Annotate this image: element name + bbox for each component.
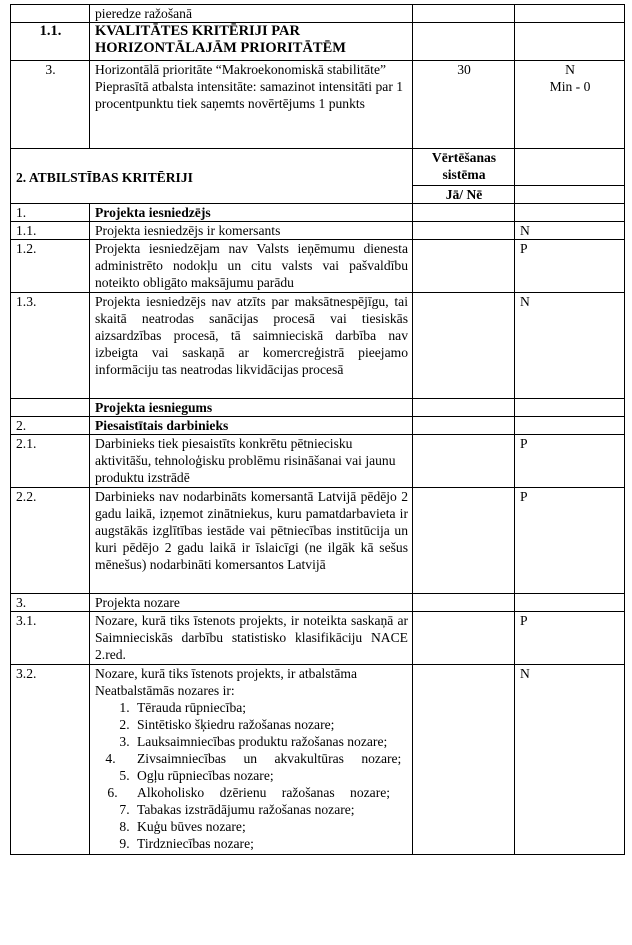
- criterion-group-title: Piesaistītais darbinieks: [90, 417, 413, 435]
- list-item: 1. Tērauda rūpniecība;: [133, 699, 408, 716]
- criterion-text: Nozare, kurā tiks īstenots projekts, ir noteikta saskaņā ar Saimnieciskās darbību statistisko klasifikāciju NACE 2.red.: [90, 612, 413, 665]
- criterion-text: Nozare, kurā tiks īstenots projekts, ir atbalstāma: [95, 666, 357, 681]
- criterion-number: 3.1.: [11, 612, 90, 665]
- list-item: 7. Tabakas izstrādājumu ražošanas nozare;: [133, 801, 408, 818]
- table-row: [11, 61, 625, 149]
- table-row: [11, 293, 625, 399]
- table-row: [11, 5, 625, 23]
- excluded-sectors-list: [95, 699, 408, 852]
- criterion-number: 3.: [11, 594, 90, 612]
- section-title: 2. ATBILSTĪBAS KRITĒRIJI: [11, 149, 413, 204]
- criterion-mark: N: [565, 62, 575, 77]
- list-item: 8. Kuģu būves nozare;: [133, 818, 408, 835]
- criterion-subtext: Neatbalstāmās nozares ir:: [95, 683, 235, 698]
- list-item: 6. Alkoholisko dzērienu ražošanas nozare;: [133, 784, 408, 801]
- table-row: [11, 240, 625, 293]
- table-row: [11, 612, 625, 665]
- table-row: [11, 204, 625, 222]
- criterion-number: 2.: [11, 417, 90, 435]
- table-row: [11, 594, 625, 612]
- criterion-number: 2.2.: [11, 488, 90, 594]
- table-row: [11, 665, 625, 855]
- criterion-mark: P: [515, 488, 625, 594]
- criterion-group-title: Projekta iesniedzējs: [90, 204, 413, 222]
- yes-no-header: Jā/ Nē: [413, 186, 515, 204]
- criterion-mark: P: [515, 240, 625, 293]
- evaluation-system-header: Vērtēšanas sistēma: [413, 149, 515, 186]
- criterion-score: 30: [413, 61, 515, 149]
- criteria-document: [10, 4, 625, 855]
- criterion-number: 3.: [11, 61, 90, 149]
- criterion-group-title: Projekta nozare: [90, 594, 413, 612]
- section-title: KVALITĀTES KRITĒRIJI PAR HORIZONTĀLAJĀM PRIORITĀTĒM: [90, 23, 413, 61]
- criterion-number: 1.: [11, 204, 90, 222]
- criterion-number: 1.1.: [11, 222, 90, 240]
- table-row: [11, 435, 625, 488]
- table-row: [11, 488, 625, 594]
- criterion-cell: [90, 61, 413, 149]
- section-heading-row: [11, 149, 625, 186]
- list-item: 9. Tirdzniecības nozare;: [133, 835, 408, 852]
- criterion-number: 2.1.: [11, 435, 90, 488]
- criterion-mark-cell: [515, 61, 625, 149]
- criterion-number: 3.2.: [11, 665, 90, 855]
- criterion-mark: P: [515, 435, 625, 488]
- criterion-cell: [90, 665, 413, 855]
- list-item: 2. Sintētisko šķiedru ražošanas nozare;: [133, 716, 408, 733]
- criterion-number: 1.2.: [11, 240, 90, 293]
- criterion-mark: N: [515, 665, 625, 855]
- list-item: 3. Lauksaimniecības produktu ražošanas nozare;: [133, 733, 408, 750]
- criterion-minimum: Min - 0: [549, 79, 591, 94]
- section-number: 1.1.: [11, 23, 90, 61]
- criterion-text: Projekta iesniedzējs nav atzīts par maksātnespējīgu, tai skaitā neatrodas sanācijas procesā vai tiesiskās aizsardzības procesā, tā saimnieciskā darbība nav izbeigta vai saskaņā ar komercreģistrā pieejamo informāciju tas neatrodas likvidācijas procesā: [90, 293, 413, 399]
- list-item: 5. Ogļu rūpniecības nozare;: [133, 767, 408, 784]
- criterion-description: Pieprasītā atbalsta intensitāte: samazinot intensitāti par 1 procentpunktu tiek saņemts novērtējums 1 punkts: [95, 79, 404, 111]
- criterion-text: Projekta iesniedzējs ir komersants: [90, 222, 413, 240]
- subsection-title: Projekta iesniegums: [90, 399, 413, 417]
- section-heading-row: [11, 23, 625, 61]
- criterion-mark: N: [515, 293, 625, 399]
- criterion-text: Darbinieks nav nodarbināts komersantā Latvijā pēdējo 2 gadu laikā, izņemot zinātniekus, kuru pamatdarbavieta ir augstākās izglītības iestāde vai pētniecības institūcija un kuri pēdējo 2 gadu laikā ir īslaicīgi (ne ilgāk kā sešus mēnešus) nodarbināti komersantos Latvijā: [90, 488, 413, 594]
- criterion-number: 1.3.: [11, 293, 90, 399]
- criterion-text: pieredze ražošanā: [90, 5, 413, 23]
- criterion-text: Projekta iesniedzējam nav Valsts ieņēmumu dienesta administrēto nodokļu un citu valsts vai pašvaldību noteikto obligāto maksājumu parādu: [90, 240, 413, 293]
- criteria-table: [10, 4, 625, 855]
- criterion-mark: P: [515, 612, 625, 665]
- table-row: [11, 399, 625, 417]
- table-row: [11, 417, 625, 435]
- table-row: [11, 222, 625, 240]
- criterion-text: Darbinieks tiek piesaistīts konkrētu pētniecisku aktivitāšu, tehnoloģisku problēmu risināšanai vai jaunu produktu izstrādē: [90, 435, 413, 488]
- criterion-title: Horizontālā prioritāte “Makroekonomiskā stabilitāte”: [95, 62, 387, 77]
- criterion-mark: N: [515, 222, 625, 240]
- list-item: 4. Zivsaimniecības un akvakultūras nozare;: [133, 750, 408, 767]
